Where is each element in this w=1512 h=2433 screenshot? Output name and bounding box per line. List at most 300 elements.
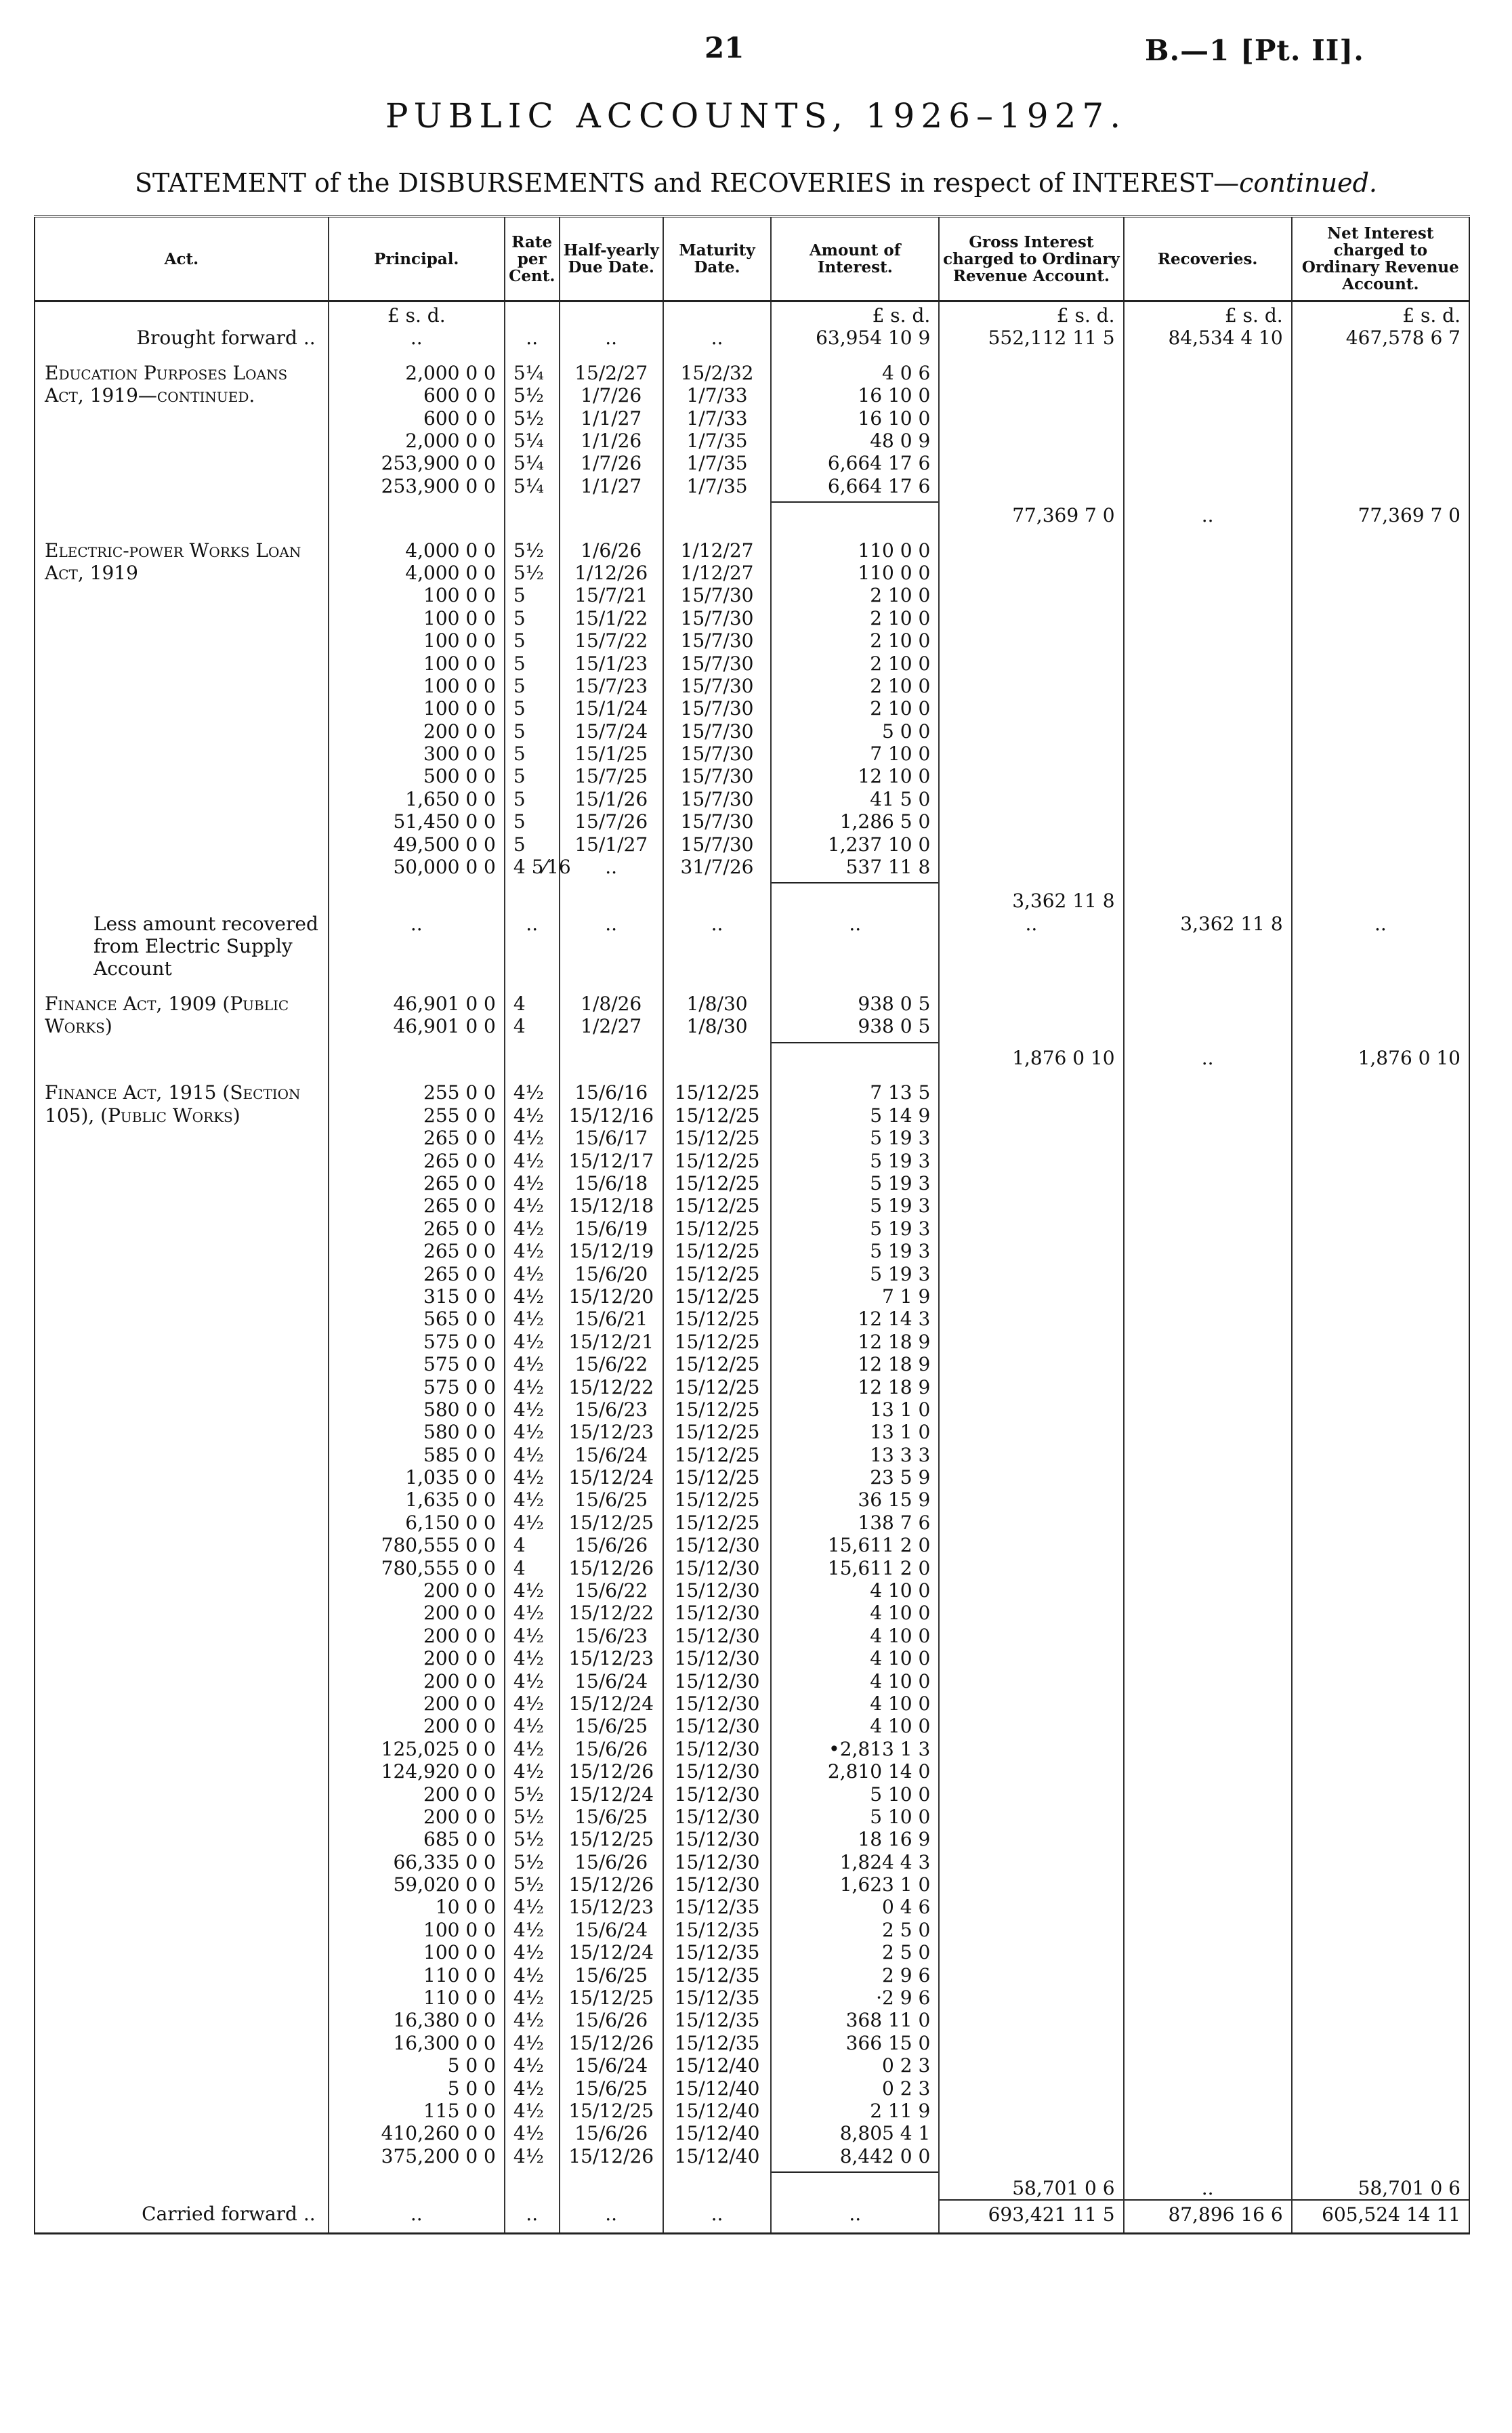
maturity-date: 15/12/30	[674, 1602, 760, 1625]
interest-amount: 1,286 5 0	[839, 810, 931, 833]
half-yearly-date: 15/6/24	[574, 2054, 648, 2077]
rate-value: 4½	[513, 1466, 544, 1489]
half-yearly-date: 1/7/26	[581, 384, 642, 407]
electric-amount-column	[771, 527, 939, 913]
rate-value: 4½	[513, 1647, 544, 1670]
interest-amount: 1,824 4 3	[839, 1850, 931, 1873]
maturity-date: 15/7/30	[680, 652, 754, 675]
rate-value: 4½	[513, 1262, 544, 1285]
principal-value: 100 0 0	[423, 629, 496, 652]
bf-rate: ..	[526, 327, 539, 350]
principal-value: 49,500 0 0	[393, 833, 496, 856]
maturity-date: 1/7/35	[686, 474, 748, 497]
rate-value: 5½	[513, 1850, 544, 1873]
maturity-date: 15/12/35	[674, 1987, 760, 2010]
half-yearly-date: 15/1/22	[574, 606, 648, 629]
principal-value: 255 0 0	[423, 1104, 496, 1127]
rate-value: 5½	[513, 1873, 544, 1896]
maturity-date: 15/7/30	[680, 810, 754, 833]
rate-value: 5	[513, 697, 526, 720]
rate-value: 5	[513, 652, 526, 675]
principal-value: 565 0 0	[423, 1308, 496, 1331]
half-yearly-date: 15/12/22	[568, 1602, 654, 1625]
rate-value: 5	[513, 584, 526, 607]
interest-amount: 8,442 0 0	[839, 2144, 931, 2167]
interest-amount: 2 10 0	[870, 697, 931, 720]
maturity-date: 1/7/33	[686, 407, 748, 430]
section-finance-1909	[35, 980, 1469, 1070]
finance-1909-gross-total: 1,876 0 10	[1012, 1047, 1115, 1070]
interest-amount: 36 15 9	[858, 1489, 931, 1512]
principal-value: 575 0 0	[423, 1353, 496, 1376]
rate-value: 4½	[513, 1602, 544, 1625]
principal-value: 265 0 0	[423, 1262, 496, 1285]
half-yearly-date: 15/7/23	[574, 674, 648, 697]
rate-value: 4	[513, 1015, 526, 1038]
finance-1909-amount-column	[771, 980, 939, 1070]
interest-amount: 16 10 0	[858, 384, 931, 407]
principal-value: 100 0 0	[423, 1918, 496, 1941]
finance-1915-amount-column	[771, 1069, 939, 2200]
principal-value: 125,025 0 0	[381, 1737, 496, 1760]
rate-value: 4½	[513, 1941, 544, 1964]
principal-value: 200 0 0	[423, 720, 496, 743]
interest-amount: 12 18 9	[858, 1375, 931, 1398]
interest-amount: 4 10 0	[870, 1624, 931, 1647]
electric-recoveries: 3,362 11 8	[1180, 912, 1283, 935]
interest-amount: 6,664 17 6	[827, 474, 931, 497]
principal-value: 500 0 0	[423, 765, 496, 788]
interest-amount: 1,623 1 0	[839, 1873, 931, 1896]
half-yearly-date: 15/1/26	[574, 787, 648, 810]
maturity-date: 15/12/25	[674, 1353, 760, 1376]
half-yearly-date: 15/12/25	[568, 1511, 654, 1534]
rate-value: 5½	[513, 1805, 544, 1828]
half-yearly-date: 15/1/24	[574, 697, 648, 720]
rate-value: 4½	[513, 1896, 544, 1919]
half-yearly-date: 15/6/26	[574, 1850, 648, 1873]
interest-amount: 13 3 3	[870, 1443, 931, 1466]
rate-value: 4½	[513, 1963, 544, 1987]
principal-value: 46,901 0 0	[393, 1015, 496, 1038]
interest-amount: 8,805 4 1	[839, 2122, 931, 2145]
subtitle-continued: continued.	[1239, 168, 1377, 198]
interest-amount: 15,611 2 0	[827, 1556, 931, 1579]
recoveries-currency-header: £ s. d.	[1224, 304, 1283, 327]
interest-amount: 12 10 0	[858, 765, 931, 788]
subtotal-rule	[772, 501, 938, 516]
principal-value: 200 0 0	[423, 1579, 496, 1602]
principal-value: 200 0 0	[423, 1647, 496, 1670]
cf-recoveries: 87,896 16 6	[1168, 2203, 1283, 2226]
principal-value: 51,450 0 0	[393, 810, 496, 833]
principal-value: 685 0 0	[423, 1828, 496, 1851]
principal-value: 410,260 0 0	[381, 2122, 496, 2145]
maturity-date: 15/12/35	[674, 1941, 760, 1964]
finance-1915-recoveries: ..	[1201, 2176, 1214, 2199]
half-yearly-date: 15/6/26	[574, 2122, 648, 2145]
maturity-date: 1/12/27	[680, 539, 754, 562]
page-number: 21	[705, 31, 744, 64]
col-header-principal: Principal.	[329, 217, 505, 301]
finance-1915-gross-total: 58,701 0 6	[1012, 2176, 1115, 2199]
maturity-date: 15/12/25	[674, 1217, 760, 1240]
interest-amount: 4 10 0	[870, 1602, 931, 1625]
maturity-date: 15/12/25	[674, 1149, 760, 1172]
cf-principal: ..	[410, 2203, 423, 2226]
section-electric	[35, 527, 1469, 913]
interest-amount: 5 19 3	[870, 1127, 931, 1150]
principal-value: 200 0 0	[423, 1715, 496, 1738]
maturity-date: 1/7/35	[686, 429, 748, 452]
electric-recovery-net: ..	[1374, 912, 1387, 935]
half-yearly-date: 15/6/24	[574, 1669, 648, 1692]
rate-value: 4½	[513, 2009, 544, 2032]
interest-amount: 4 10 0	[870, 1715, 931, 1738]
interest-amount: 366 15 0	[845, 2031, 931, 2054]
maturity-date: 15/12/30	[674, 1873, 760, 1896]
principal-value: 253,900 0 0	[381, 474, 496, 497]
maturity-date: 15/12/25	[674, 1262, 760, 1285]
interest-amount: 13 1 0	[870, 1421, 931, 1444]
half-yearly-date: 15/6/19	[574, 1217, 648, 1240]
rate-value: 5	[513, 833, 526, 856]
maturity-date: 15/12/30	[674, 1715, 760, 1738]
electric-rate-column	[505, 527, 571, 913]
rate-value: 4½	[513, 1443, 544, 1466]
electric-recovery-row	[35, 913, 1469, 980]
maturity-date: 15/12/30	[674, 1669, 760, 1692]
rate-value: 4½	[513, 1918, 544, 1941]
rate-value: 5	[513, 743, 526, 766]
col-header-half-yearly: Half-yearly Due Date.	[560, 217, 663, 301]
principal-value: 600 0 0	[423, 384, 496, 407]
principal-value: 265 0 0	[423, 1240, 496, 1263]
maturity-date: 15/12/30	[674, 1579, 760, 1602]
subtotal-rule	[772, 882, 938, 897]
interest-amount: 6,664 17 6	[827, 452, 931, 475]
maturity-date: 15/12/25	[674, 1127, 760, 1150]
electric-recovery-half-yearly: ..	[605, 912, 618, 935]
cf-half-yearly: ..	[605, 2203, 618, 2226]
half-yearly-date: 1/1/27	[581, 474, 642, 497]
finance-1909-principal-column	[329, 980, 505, 1070]
principal-value: 10 0 0	[435, 1896, 496, 1919]
half-yearly-date: 15/12/24	[568, 1692, 654, 1715]
half-yearly-date: 15/12/23	[568, 1896, 654, 1919]
half-yearly-date: 15/12/17	[568, 1149, 654, 1172]
principal-value: 50,000 0 0	[393, 856, 496, 879]
half-yearly-date: 15/12/16	[568, 1104, 654, 1127]
rate-value: 4½	[513, 1194, 544, 1218]
half-yearly-date: 15/6/22	[574, 1353, 648, 1376]
gross-currency-header: £ s. d.	[1056, 304, 1115, 327]
finance-1909-rate-column	[505, 980, 560, 1070]
maturity-date: 15/12/35	[674, 1896, 760, 1919]
principal-value: 115 0 0	[423, 2100, 496, 2122]
interest-amount: 110 0 0	[858, 561, 931, 584]
rate-value: 5½	[513, 1783, 544, 1806]
interest-amount: 23 5 9	[870, 1466, 931, 1489]
bf-net: 467,578 6 7	[1345, 327, 1461, 350]
maturity-date: 15/7/30	[680, 720, 754, 743]
interest-amount: 2 10 0	[870, 674, 931, 697]
maturity-date: 15/12/25	[674, 1104, 760, 1127]
half-yearly-date: 15/6/25	[574, 1715, 648, 1738]
interest-amount: 110 0 0	[858, 539, 931, 562]
maturity-date: 15/7/30	[680, 833, 754, 856]
half-yearly-date: 15/12/23	[568, 1647, 654, 1670]
half-yearly-date: 15/7/22	[574, 629, 648, 652]
act-name-education: Education Purposes Loans Act, 1919—continued.	[45, 361, 288, 407]
rate-value: 4½	[513, 1308, 544, 1331]
section-education	[35, 350, 1469, 527]
education-rate-column	[505, 350, 560, 527]
maturity-date: 15/12/25	[674, 1081, 760, 1104]
half-yearly-date: 15/6/22	[574, 1579, 648, 1602]
rate-value: 4½	[513, 2100, 544, 2122]
finance-1909-recoveries: ..	[1201, 1047, 1214, 1070]
half-yearly-date: 1/2/27	[581, 1015, 642, 1038]
half-yearly-date: 15/6/24	[574, 1918, 648, 1941]
rate-value: 4½	[513, 1760, 544, 1783]
interest-amount: 4 0 6	[882, 361, 931, 384]
maturity-date: 1/7/33	[686, 384, 748, 407]
interest-amount: 2,810 14 0	[827, 1760, 931, 1783]
finance-1915-net-total: 58,701 0 6	[1358, 2176, 1461, 2199]
interest-amount: 938 0 5	[858, 1015, 931, 1038]
maturity-date: 15/12/30	[674, 1805, 760, 1828]
interest-amount: 5 19 3	[870, 1217, 931, 1240]
interest-amount: 138 7 6	[858, 1511, 931, 1534]
interest-amount: 5 19 3	[870, 1194, 931, 1218]
interest-amount: 41 5 0	[870, 787, 931, 810]
principal-value: 6,150 0 0	[405, 1511, 496, 1534]
col-header-maturity: Maturity Date.	[663, 217, 771, 301]
maturity-date: 15/12/25	[674, 1466, 760, 1489]
maturity-date: 15/12/25	[674, 1375, 760, 1398]
rate-value: 4½	[513, 1353, 544, 1376]
principal-value: 100 0 0	[423, 697, 496, 720]
principal-value: 200 0 0	[423, 1783, 496, 1806]
finance-1909-net-total: 1,876 0 10	[1358, 1047, 1461, 1070]
interest-amount: 5 19 3	[870, 1240, 931, 1263]
subtotal-rule	[772, 2171, 938, 2186]
rate-value: 5	[513, 810, 526, 833]
maturity-date: 15/12/30	[674, 1783, 760, 1806]
principal-value: 16,380 0 0	[393, 2009, 496, 2032]
half-yearly-date: 15/6/23	[574, 1398, 648, 1421]
rate-value: 4½	[513, 1737, 544, 1760]
principal-value: 255 0 0	[423, 1081, 496, 1104]
cf-maturity: ..	[711, 2203, 723, 2226]
principal-value: 375,200 0 0	[381, 2144, 496, 2167]
electric-gross-total: 3,362 11 8	[1012, 890, 1115, 913]
carried-forward-row	[35, 2200, 1469, 2233]
half-yearly-date: 15/6/23	[574, 1624, 648, 1647]
principal-value: 580 0 0	[423, 1421, 496, 1444]
half-yearly-date: 15/12/26	[568, 1873, 654, 1896]
electric-recovery-amount: ..	[849, 912, 862, 935]
rate-value: 5¼	[513, 474, 544, 497]
half-yearly-date: 15/6/17	[574, 1127, 648, 1150]
interest-amount: 48 0 9	[870, 429, 931, 452]
electric-recovery-label: Less amount recovered from Electric Supply Account	[93, 912, 318, 980]
half-yearly-date: 1/6/26	[581, 539, 642, 562]
maturity-date: 15/12/25	[674, 1511, 760, 1534]
subtotal-rule	[772, 1042, 938, 1057]
maturity-date: 1/7/35	[686, 452, 748, 475]
maturity-date: 15/12/25	[674, 1330, 760, 1353]
principal-value: 200 0 0	[423, 1692, 496, 1715]
col-header-act: Act.	[35, 217, 329, 301]
bf-principal: ..	[410, 327, 423, 350]
interest-amount: 537 11 8	[845, 856, 931, 879]
rate-value: 4½	[513, 2122, 544, 2145]
maturity-date: 15/7/30	[680, 697, 754, 720]
principal-value: 780,555 0 0	[381, 1534, 496, 1557]
principal-value: 2,000 0 0	[405, 361, 496, 384]
maturity-date: 15/12/25	[674, 1240, 760, 1263]
interest-amount: 4 10 0	[870, 1692, 931, 1715]
bf-gross: 552,112 11 5	[988, 327, 1115, 350]
principal-value: 66,335 0 0	[393, 1850, 496, 1873]
half-yearly-date: 15/12/26	[568, 2144, 654, 2167]
education-maturity-column	[663, 350, 771, 527]
interest-amount: 13 1 0	[870, 1398, 931, 1421]
col-header-recoveries: Recoveries.	[1124, 217, 1292, 301]
cf-rate: ..	[526, 2203, 539, 2226]
rate-value: 5½	[513, 561, 544, 584]
principal-value: 46,901 0 0	[393, 992, 496, 1015]
maturity-date: 15/12/30	[674, 1624, 760, 1647]
half-yearly-date: 15/12/25	[568, 1987, 654, 2010]
half-yearly-date: 15/6/26	[574, 2009, 648, 2032]
interest-amount: 5 19 3	[870, 1171, 931, 1194]
maturity-date: 15/12/35	[674, 2009, 760, 2032]
rate-value: 4½	[513, 1421, 544, 1444]
maturity-date: 15/7/30	[680, 584, 754, 607]
rate-value: 5½	[513, 384, 544, 407]
maturity-date: 15/12/40	[674, 2077, 760, 2100]
net-currency-header: £ s. d.	[1402, 304, 1461, 327]
rate-value: 4½	[513, 2031, 544, 2054]
half-yearly-date: 15/12/19	[568, 1240, 654, 1263]
principal-value: 780,555 0 0	[381, 1556, 496, 1579]
interest-amount: 368 11 0	[845, 2009, 931, 2032]
rate-value: 4½	[513, 1104, 544, 1127]
half-yearly-date: 1/7/26	[581, 452, 642, 475]
maturity-date: 15/12/30	[674, 1556, 760, 1579]
interest-amount: 5 10 0	[870, 1783, 931, 1806]
principal-value: 100 0 0	[423, 606, 496, 629]
half-yearly-date: 15/12/23	[568, 1421, 654, 1444]
half-yearly-date: 1/1/27	[581, 407, 642, 430]
half-yearly-date: 1/8/26	[581, 992, 642, 1015]
electric-recovery-principal: ..	[410, 912, 423, 935]
rate-value: 5	[513, 629, 526, 652]
rate-value: 4½	[513, 1624, 544, 1647]
principal-value: 265 0 0	[423, 1149, 496, 1172]
principal-value: 100 0 0	[423, 584, 496, 607]
interest-amount: 2 10 0	[870, 652, 931, 675]
half-yearly-date: 15/7/25	[574, 765, 648, 788]
rate-value: 4½	[513, 1081, 544, 1104]
interest-amount: 2 10 0	[870, 629, 931, 652]
interest-amount: 2 9 6	[882, 1963, 931, 1987]
principal-value: 1,650 0 0	[405, 787, 496, 810]
maturity-date: 15/7/30	[680, 674, 754, 697]
half-yearly-date: 1/12/26	[574, 561, 648, 584]
principal-value: 580 0 0	[423, 1398, 496, 1421]
half-yearly-date: 15/2/27	[574, 361, 648, 384]
interest-amount: 4 10 0	[870, 1669, 931, 1692]
half-yearly-date: 15/6/26	[574, 1737, 648, 1760]
rate-value: 5	[513, 765, 526, 788]
rate-value: 5¼	[513, 361, 544, 384]
principal-value: 200 0 0	[423, 1669, 496, 1692]
maturity-date: 15/12/25	[674, 1194, 760, 1218]
principal-value: 1,635 0 0	[405, 1489, 496, 1512]
col-header-net: Net Interest charged to Ordinary Revenue Account.	[1292, 217, 1469, 301]
principal-value: 265 0 0	[423, 1127, 496, 1150]
rate-value: 5	[513, 787, 526, 810]
bf-half-yearly: ..	[605, 327, 618, 350]
principal-value: 575 0 0	[423, 1375, 496, 1398]
header-row	[35, 217, 1469, 301]
rate-value: 4½	[513, 1579, 544, 1602]
principal-value: 16,300 0 0	[393, 2031, 496, 2054]
finance-1909-half-yearly-column	[560, 980, 663, 1070]
half-yearly-date: 15/6/18	[574, 1171, 648, 1194]
maturity-date: 15/12/25	[674, 1443, 760, 1466]
maturity-date: 15/12/25	[674, 1398, 760, 1421]
rate-value: 4½	[513, 1489, 544, 1512]
half-yearly-date: 15/6/24	[574, 1443, 648, 1466]
maturity-date: 15/12/35	[674, 1963, 760, 1987]
interest-amount: 0 2 3	[882, 2077, 931, 2100]
principal-value: 100 0 0	[423, 674, 496, 697]
principal-value: 110 0 0	[423, 1963, 496, 1987]
education-half-yearly-column	[560, 350, 663, 527]
subtitle-main: STATEMENT of the DISBURSEMENTS and RECOVERIES in respect of INTEREST—	[134, 168, 1240, 198]
half-yearly-date: 15/7/21	[574, 584, 648, 607]
half-yearly-date: 15/12/25	[568, 1828, 654, 1851]
interest-amount: 4 10 0	[870, 1579, 931, 1602]
cf-amount: ..	[849, 2203, 862, 2226]
rate-value: 4½	[513, 1127, 544, 1150]
interest-amount: 12 18 9	[858, 1330, 931, 1353]
electric-recovery-gross: ..	[1025, 912, 1038, 935]
interest-amount: 5 14 9	[870, 1104, 931, 1127]
finance-1909-maturity-column	[663, 980, 771, 1070]
maturity-date: 15/7/30	[680, 743, 754, 766]
maturity-date: 15/12/25	[674, 1308, 760, 1331]
half-yearly-date: 15/6/25	[574, 2077, 648, 2100]
half-yearly-date: 15/12/18	[568, 1194, 654, 1218]
interest-amount: 938 0 5	[858, 992, 931, 1015]
principal-value: 124,920 0 0	[381, 1760, 496, 1783]
finance-1915-half-yearly-column	[560, 1069, 663, 2200]
education-gross-total: 77,369 7 0	[1012, 504, 1115, 527]
half-yearly-date: 15/12/22	[568, 1375, 654, 1398]
col-header-amount: Amount of Interest.	[771, 217, 939, 301]
rate-value: 4½	[513, 1692, 544, 1715]
page-title: PUBLIC ACCOUNTS, 1926–1927.	[385, 96, 1127, 136]
education-principal-column	[329, 350, 505, 527]
education-net-total: 77,369 7 0	[1358, 504, 1461, 527]
half-yearly-date: 15/6/21	[574, 1308, 648, 1331]
